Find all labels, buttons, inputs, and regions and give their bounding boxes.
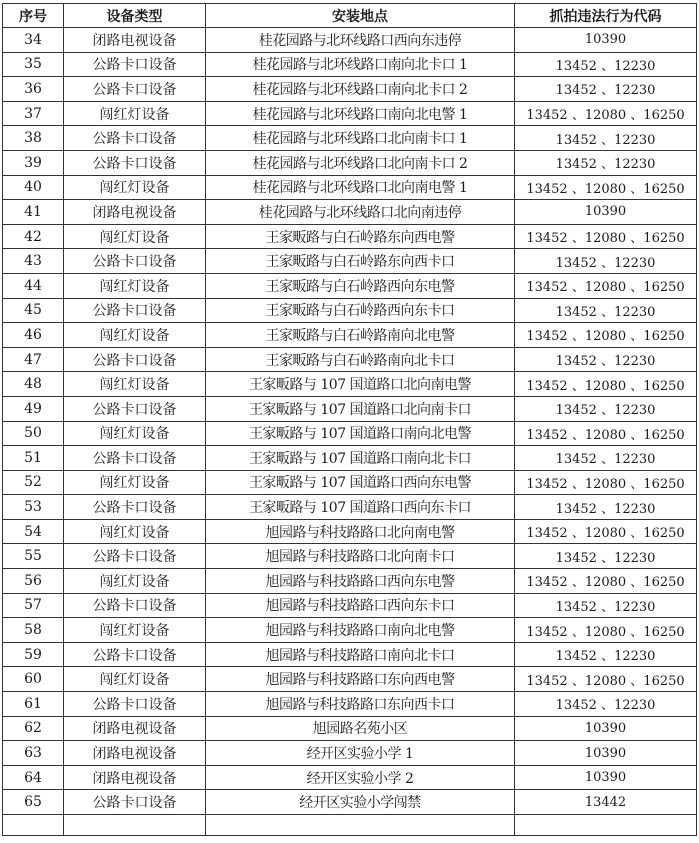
cell-device-type: 闯红灯设备 [64, 175, 206, 200]
table-row [3, 372, 697, 397]
cell-serial-number: 37 [3, 101, 64, 126]
cell-violation-codes: 13452 、12080 、16250 [515, 667, 697, 692]
cell-install-location: 桂花园路与北环线路口西向东违停 [206, 28, 515, 53]
table-row [3, 273, 697, 298]
cell-serial-number: 51 [3, 446, 64, 471]
table-row [3, 77, 697, 102]
cell-device-type: 闯红灯设备 [64, 323, 206, 348]
cell-serial-number: 61 [3, 692, 64, 717]
cell-serial-number: 46 [3, 323, 64, 348]
cell-install-location: 王家畈路与白石岭路南向北电警 [206, 323, 515, 348]
cell-serial-number: 36 [3, 77, 64, 102]
cell-device-type: 公路卡口设备 [64, 495, 206, 520]
cell-violation-codes: 13452 、12230 [515, 642, 697, 667]
cell-install-location: 旭园路与科技路路口东向西卡口 [206, 692, 515, 717]
cell-violation-codes: 13452 、12230 [515, 446, 697, 471]
cell-violation-codes: 13452 、12080 、16250 [515, 323, 697, 348]
cell-install-location: 旭园路与科技路路口北向南卡口 [206, 544, 515, 569]
table-row [3, 618, 697, 643]
cell-install-location: 经开区实验小学闯禁 [206, 790, 515, 815]
cell-violation-codes: 13452 、12080 、16250 [515, 101, 697, 126]
cell-serial-number: 45 [3, 298, 64, 323]
cell-violation-codes: 13452 、12230 [515, 495, 697, 520]
cell-violation-codes: 13452 、12230 [515, 692, 697, 717]
cell-device-type: 闭路电视设备 [64, 716, 206, 741]
cell-install-location: 旭园路与科技路路口北向南电警 [206, 519, 515, 544]
cell-device-type: 闯红灯设备 [64, 273, 206, 298]
cell-install-location: 桂花园路与北环线路口北向南违停 [206, 200, 515, 225]
cell-install-location: 旭园路与科技路路口西向东卡口 [206, 593, 515, 618]
cell-device-type: 闯红灯设备 [64, 421, 206, 446]
table-row [3, 126, 697, 151]
table-row [3, 741, 697, 766]
cell-serial-number: 50 [3, 421, 64, 446]
cell-install-location: 王家畈路与白石岭路南向北卡口 [206, 347, 515, 372]
table-row [3, 224, 697, 249]
cell-install-location: 桂花园路与北环线路口南向北卡口 1 [206, 52, 515, 77]
header-install-location: 安装地点 [206, 4, 515, 28]
table-row [3, 396, 697, 421]
cell-serial-number: 65 [3, 790, 64, 815]
cell-device-type: 公路卡口设备 [64, 593, 206, 618]
cell-device-type: 闯红灯设备 [64, 224, 206, 249]
cell-violation-codes: 13452 、12080 、16250 [515, 618, 697, 643]
header-device-type: 设备类型 [64, 4, 206, 28]
cell-install-location: 王家畈路与白石岭路西向东卡口 [206, 298, 515, 323]
table-row [3, 28, 697, 53]
cell-device-type: 闯红灯设备 [64, 569, 206, 594]
header-row [3, 4, 697, 28]
cell-serial-number: 42 [3, 224, 64, 249]
cell-device-type: 闯红灯设备 [64, 101, 206, 126]
cell-violation-codes: 10390 [515, 765, 697, 790]
cell-device-type: 公路卡口设备 [64, 544, 206, 569]
table-row [3, 150, 697, 175]
cell-install-location: 王家畈路与白石岭路东向西卡口 [206, 249, 515, 274]
cell-violation-codes: 13452 、12080 、16250 [515, 470, 697, 495]
table-row [3, 667, 697, 692]
cell-serial-number: 47 [3, 347, 64, 372]
cell-device-type: 公路卡口设备 [64, 642, 206, 667]
cell-device-type: 公路卡口设备 [64, 446, 206, 471]
cell-device-type: 公路卡口设备 [64, 396, 206, 421]
cell-install-location: 桂花园路与北环线路口北向南卡口 2 [206, 150, 515, 175]
table-row [3, 200, 697, 225]
cell-install-location: 桂花园路与北环线路口南向北卡口 2 [206, 77, 515, 102]
cell-install-location: 王家畈路与白石岭路东向西电警 [206, 224, 515, 249]
cell-install-location: 王家畈路与 107 国道路口北向南卡口 [206, 396, 515, 421]
cell-device-type: 闭路电视设备 [64, 200, 206, 225]
table-row [3, 692, 697, 717]
table-row [3, 323, 697, 348]
cell-violation-codes: 10390 [515, 200, 697, 225]
cell-violation-codes: 13452 、12080 、16250 [515, 175, 697, 200]
cell-serial-number: 38 [3, 126, 64, 151]
header-serial-number: 序号 [3, 4, 64, 28]
cell-device-type: 闯红灯设备 [64, 470, 206, 495]
table-row [3, 519, 697, 544]
table-row [3, 495, 697, 520]
cell-device-type: 闯红灯设备 [64, 519, 206, 544]
cell-serial-number: 54 [3, 519, 64, 544]
cell-device-type: 公路卡口设备 [64, 249, 206, 274]
cell-serial-number: 35 [3, 52, 64, 77]
cell-violation-codes: 13452 、12230 [515, 126, 697, 151]
cell-install-location: 王家畈路与 107 国道路口北向南电警 [206, 372, 515, 397]
cell-install-location: 王家畈路与白石岭路西向东电警 [206, 273, 515, 298]
cell-violation-codes: 10390 [515, 716, 697, 741]
table-row [3, 815, 697, 836]
cell-install-location: 王家畈路与 107 国道路口西向东卡口 [206, 495, 515, 520]
cell-serial-number: 58 [3, 618, 64, 643]
cell-violation-codes: 13452 、12080 、16250 [515, 421, 697, 446]
cell-install-location: 桂花园路与北环线路口北向南电警 1 [206, 175, 515, 200]
cell-serial-number: 53 [3, 495, 64, 520]
cell-serial-number: 44 [3, 273, 64, 298]
cell-violation-codes: 13452 、12080 、16250 [515, 519, 697, 544]
cell-device-type [64, 815, 206, 836]
cell-violation-codes: 13452 、12230 [515, 52, 697, 77]
cell-serial-number: 62 [3, 716, 64, 741]
table-row [3, 421, 697, 446]
cell-install-location: 经开区实验小学 2 [206, 765, 515, 790]
device-table [2, 3, 697, 836]
table-row [3, 249, 697, 274]
cell-install-location: 旭园路与科技路路口西向东电警 [206, 569, 515, 594]
cell-install-location: 王家畈路与 107 国道路口西向东电警 [206, 470, 515, 495]
table-row [3, 765, 697, 790]
cell-violation-codes: 13452 、12230 [515, 544, 697, 569]
cell-violation-codes: 13452 、12230 [515, 347, 697, 372]
table-row [3, 716, 697, 741]
cell-serial-number: 63 [3, 741, 64, 766]
cell-install-location [206, 815, 515, 836]
cell-violation-codes: 13452 、12230 [515, 396, 697, 421]
cell-device-type: 公路卡口设备 [64, 77, 206, 102]
cell-install-location: 旭园路与科技路路口南向北卡口 [206, 642, 515, 667]
cell-serial-number: 52 [3, 470, 64, 495]
cell-device-type: 公路卡口设备 [64, 150, 206, 175]
cell-violation-codes: 13452 、12230 [515, 249, 697, 274]
cell-serial-number [3, 815, 64, 836]
cell-device-type: 公路卡口设备 [64, 52, 206, 77]
cell-serial-number: 64 [3, 765, 64, 790]
cell-violation-codes: 10390 [515, 741, 697, 766]
cell-serial-number: 40 [3, 175, 64, 200]
cell-device-type: 公路卡口设备 [64, 347, 206, 372]
cell-install-location: 旭园路与科技路路口南向北电警 [206, 618, 515, 643]
cell-device-type: 闭路电视设备 [64, 741, 206, 766]
cell-install-location: 王家畈路与 107 国道路口南向北电警 [206, 421, 515, 446]
cell-install-location: 旭园路名苑小区 [206, 716, 515, 741]
table-row [3, 347, 697, 372]
cell-serial-number: 60 [3, 667, 64, 692]
cell-violation-codes: 13452 、12080 、16250 [515, 273, 697, 298]
cell-violation-codes: 13452 、12230 [515, 593, 697, 618]
cell-violation-codes: 10390 [515, 28, 697, 53]
cell-serial-number: 34 [3, 28, 64, 53]
cell-violation-codes: 13452 、12080 、16250 [515, 569, 697, 594]
cell-install-location: 桂花园路与北环线路口北向南卡口 1 [206, 126, 515, 151]
cell-install-location: 桂花园路与北环线路口南向北电警 1 [206, 101, 515, 126]
table-row [3, 790, 697, 815]
cell-serial-number: 39 [3, 150, 64, 175]
cell-device-type: 闯红灯设备 [64, 667, 206, 692]
table-row [3, 593, 697, 618]
cell-serial-number: 59 [3, 642, 64, 667]
table-row [3, 446, 697, 471]
cell-serial-number: 55 [3, 544, 64, 569]
cell-violation-codes [515, 815, 697, 836]
header-violation-codes: 抓拍违法行为代码 [515, 4, 697, 28]
cell-device-type: 公路卡口设备 [64, 790, 206, 815]
cell-serial-number: 41 [3, 200, 64, 225]
cell-violation-codes: 13452 、12080 、16250 [515, 224, 697, 249]
cell-violation-codes: 13452 、12080 、16250 [515, 372, 697, 397]
table-row [3, 52, 697, 77]
cell-violation-codes: 13452 、12230 [515, 77, 697, 102]
cell-install-location: 旭园路与科技路路口东向西电警 [206, 667, 515, 692]
cell-device-type: 闭路电视设备 [64, 765, 206, 790]
cell-violation-codes: 13452 、12230 [515, 150, 697, 175]
cell-violation-codes: 13452 、12230 [515, 298, 697, 323]
table-row [3, 175, 697, 200]
cell-install-location: 经开区实验小学 1 [206, 741, 515, 766]
cell-device-type: 闯红灯设备 [64, 618, 206, 643]
table-row [3, 569, 697, 594]
cell-device-type: 公路卡口设备 [64, 298, 206, 323]
cell-serial-number: 56 [3, 569, 64, 594]
table-row [3, 470, 697, 495]
cell-install-location: 王家畈路与 107 国道路口南向北卡口 [206, 446, 515, 471]
table-row [3, 101, 697, 126]
cell-serial-number: 57 [3, 593, 64, 618]
table-row [3, 642, 697, 667]
table-row [3, 298, 697, 323]
table-row [3, 544, 697, 569]
cell-device-type: 公路卡口设备 [64, 692, 206, 717]
cell-violation-codes: 13442 [515, 790, 697, 815]
cell-serial-number: 48 [3, 372, 64, 397]
cell-serial-number: 43 [3, 249, 64, 274]
cell-device-type: 闭路电视设备 [64, 28, 206, 53]
cell-device-type: 公路卡口设备 [64, 126, 206, 151]
cell-device-type: 闯红灯设备 [64, 372, 206, 397]
cell-serial-number: 49 [3, 396, 64, 421]
